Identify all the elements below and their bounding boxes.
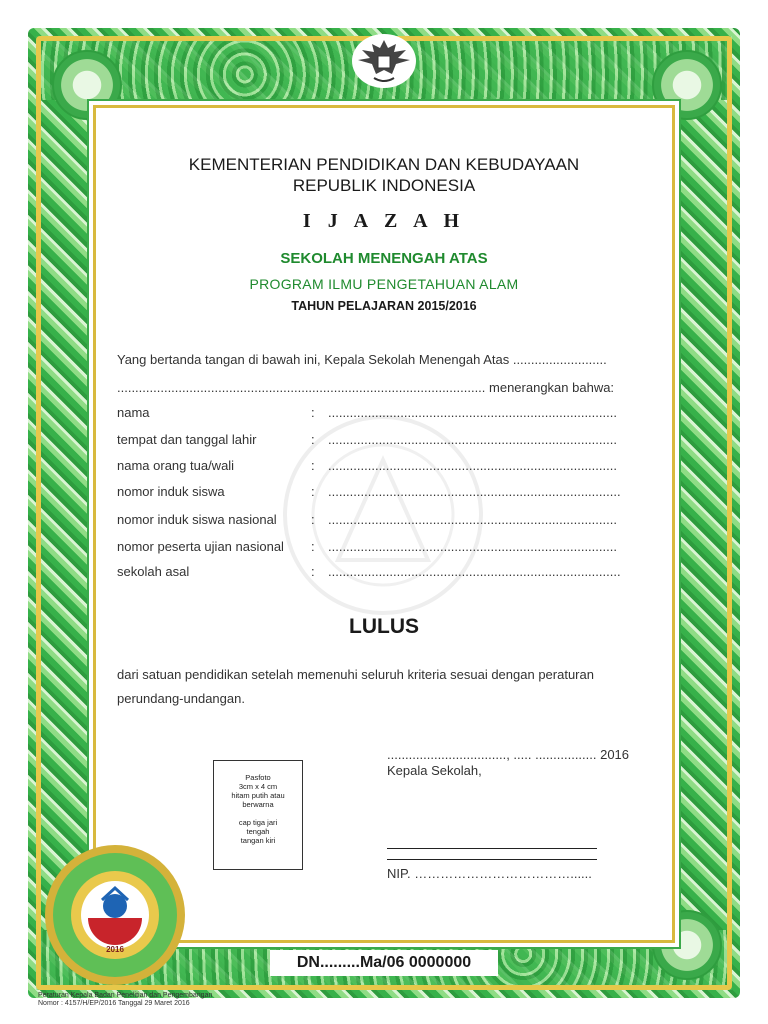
statement-line-2: ...................................................................................................... menerangkan bahwa: xyxy=(117,380,615,395)
photo-placeholder-box xyxy=(213,760,303,870)
place-date: ................................., ..... ................. 2016 xyxy=(387,747,630,762)
signatory-role: Kepala Sekolah, xyxy=(387,763,482,778)
school-level: SEKOLAH MENENGAH ATAS xyxy=(280,250,488,267)
study-program: PROGRAM ILMU PENGETAHUAN ALAM xyxy=(249,276,519,292)
field-label-nis: nomor induk siswa xyxy=(117,484,225,499)
photo-note-line: hitam putih atau xyxy=(231,791,285,800)
field-value-parent: ................................................................................ xyxy=(328,458,617,473)
country-name: REPUBLIK INDONESIA xyxy=(292,176,476,195)
result-status: LULUS xyxy=(349,615,419,638)
field-value-nisn: ................................................................................ xyxy=(328,512,617,527)
field-colon: : xyxy=(311,405,315,420)
tut-wuri-handayani-logo-icon xyxy=(40,840,190,990)
photo-note-line: 3cm x 4 cm xyxy=(238,782,278,791)
field-label-birth: tempat dan tanggal lahir xyxy=(117,432,257,447)
regulation-line: Nomor : 4157/H/EP/2016 Tanggal 29 Maret 2016 xyxy=(38,1000,190,1007)
field-label-exam-number: nomor peserta ujian nasional xyxy=(117,539,284,554)
field-colon: : xyxy=(311,539,315,554)
field-value-birth: ................................................................................ xyxy=(328,432,617,447)
regulation-line: Peraturan Kepala Badan Penelitian dan Pengembangan xyxy=(38,992,213,999)
regulation-note xyxy=(38,992,212,1008)
photo-note-line: tangan kiri xyxy=(240,836,276,845)
photo-note-line: berwarna xyxy=(242,800,274,809)
photo-note-line: Pasfoto xyxy=(245,773,271,782)
photo-note-line: cap tiga jari xyxy=(238,818,278,827)
field-label-parent: nama orang tua/wali xyxy=(117,458,235,473)
field-colon: : xyxy=(311,458,315,473)
field-label-origin-school: sekolah asal xyxy=(117,564,190,579)
garuda-emblem-icon xyxy=(352,34,416,88)
closing-line-2: perundang-undangan. xyxy=(117,691,245,706)
signature-line xyxy=(387,848,597,849)
field-label-nisn: nomor induk siswa nasional xyxy=(117,512,277,527)
signature-line xyxy=(387,859,597,860)
ministry-name: KEMENTERIAN PENDIDIKAN DAN KEBUDAYAAN xyxy=(188,155,580,174)
field-colon: : xyxy=(311,432,315,447)
field-colon: : xyxy=(311,564,315,579)
document-title: I J A Z A H xyxy=(302,210,466,232)
field-label-nama: nama xyxy=(117,405,150,420)
field-colon: : xyxy=(311,512,315,527)
nip-field: NIP. ………………………………...... xyxy=(387,866,592,881)
field-value-origin-school: ................................................................................. xyxy=(328,564,621,579)
field-colon: : xyxy=(311,484,315,499)
serial-number: DN.........Ma/06 0000000 xyxy=(270,950,498,976)
closing-line-1: dari satuan pendidikan setelah memenuhi seluruh kriteria sesuai dengan peraturan xyxy=(117,667,594,682)
field-value-nama: ................................................................................ xyxy=(328,405,617,420)
academic-year: TAHUN PELAJARAN 2015/2016 xyxy=(291,299,477,313)
statement-line-1: Yang bertanda tangan di bawah ini, Kepala Sekolah Menengah Atas .......................... xyxy=(117,352,607,367)
seal-year: 2016 xyxy=(106,945,124,954)
photo-note-line: tengah xyxy=(246,827,270,836)
field-value-exam-number: ................................................................................ xyxy=(328,539,617,554)
field-value-nis: ................................................................................. xyxy=(328,484,621,499)
